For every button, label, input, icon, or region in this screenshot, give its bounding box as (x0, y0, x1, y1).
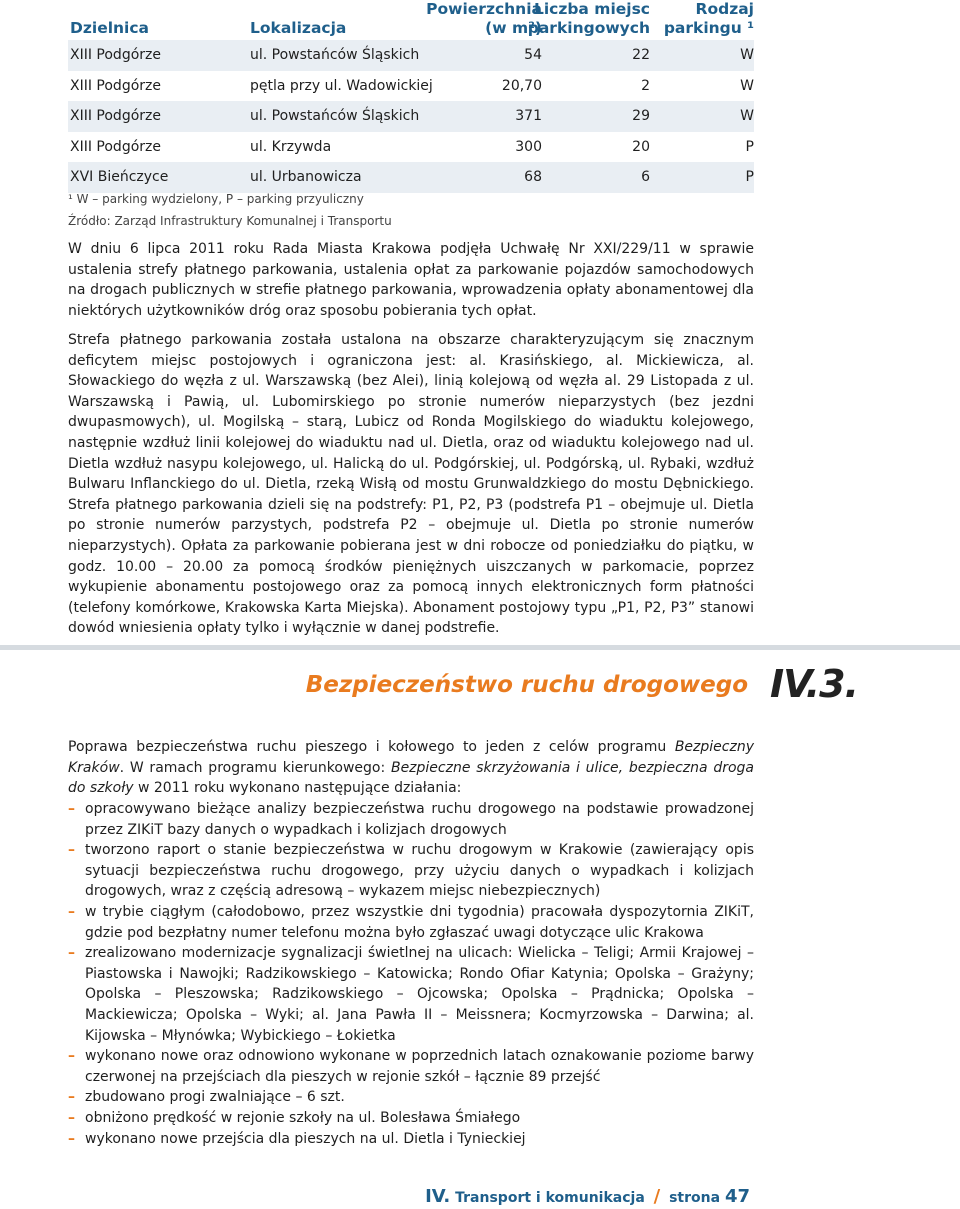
cell-location: ul. Krzywda (250, 138, 332, 155)
intro-text-before: Poprawa bezpieczeństwa ruchu pieszego i kołowego to jeden z celów programu (68, 739, 675, 755)
section-divider (0, 645, 960, 650)
footer-chapter-title: Transport i komunikacja (455, 1190, 645, 1206)
cell-type: P (745, 138, 754, 155)
paragraph-text: Strefa płatnego parkowania została ustalona na obszarze charakteryzującym się znacznym deficytem miejsc postojowych i ograniczona jest: al. Krasińskiego, al. Mickiewicza, al. Słowackiego do węzła z ul. Warszawską (bez Alei), linią kolejową od węzła al. 29 Listopada z ul. Warszawską i Pawią, ul. Lubomirskiego po stronie numerów nieparzystych (bez jezdni dwupasmowych), ul. Mogilską – starą, Lubicz od Ronda Mogilskiego do wiaduktu kolejowego, następnie wzdłuż linii kolejowej do wiaduktu nad ul. Dietla, oraz od wiaduktu kolejowego nad ul. Dietla wzdłuż nasypu kolejowego, ul. Halicką do ul. Podgórskiej, ul. Podgórską, ul. Rybaki, wzdłuż Bulwaru Inflanckiego do ul. Dietla, rzeką Wisłą od mostu Grunwaldzkiego do mostu Dębnickiego. Strefa płatnego parkowania dzieli się na podstrefy: P1, P2, P3 (podstrefa P1 – obejmuje ul. Dietla po stronie numerów parzystych, podstrefa P2 – obejmuje ul. Dietla po stronie numerów nieparzystych). Opłata za parkowanie pobierana jest w dni robocze od poniedziałku do piątku, w godz. 10.00 – 20.00 za pomocą środków pieniężnych uiszczanych w parkomacie, poprzez wykupienie abonamentu postojowego oraz za pomocą innych elektronicznych form płatności (telefony komórkowe, Krakowska Karta Miejska). Abonament postojowy typu „P1, P2, P3” stanowi dowód wniesienia opłaty tylko i wyłącznie w danej podstrefie. (68, 332, 754, 637)
intro-text-mid: . W ramach programu kierunkowego: (119, 759, 391, 776)
list-item-text: tworzono raport o stanie bezpieczeństwa w ruchu drogowym w Krakowie (zawierający opis sytuacji bezpieczeństwa ruchu drogowego, przy użyciu danych o wypadkach i kolizjach drogowych, wraz z częścią adresową – wykazem miejsc niebezpiecznych) (85, 842, 754, 900)
cell-district: XIII Podgórze (70, 77, 161, 94)
footer-page-label: strona (669, 1190, 721, 1206)
section-number: IV.3. (770, 662, 858, 706)
cell-location: ul. Powstańców Śląskich (250, 47, 420, 63)
list-item-text: w trybie ciągłym (całodobowo, przez wszystkie dni tygodnia) pracowała dyspozytornia ZIKiT, gdzie pod bezpłatny numer telefonu można było zgłaszać uwagi dotyczące ulic Krakowa (85, 903, 754, 941)
table-row (68, 132, 754, 163)
header-type-line2: parkingu ¹ (663, 19, 754, 37)
header-spaces-line2: parkingowych (527, 19, 650, 37)
list-item (68, 1046, 754, 1087)
header-location: Lokalizacja (250, 19, 347, 37)
header-area-line1: Powierzchnia (426, 0, 542, 18)
bullet-dash: – (68, 903, 75, 920)
bullet-dash: – (68, 945, 75, 962)
list-item (68, 840, 754, 902)
table-source: Źródło: Zarząd Infrastruktury Komunalnej i Transportu (68, 214, 392, 228)
cell-location: ul. Powstańców Śląskich (250, 108, 420, 124)
footer-page-number: 47 (724, 1186, 750, 1207)
cell-district: XIII Podgórze (70, 138, 161, 155)
cell-spaces: 6 (641, 169, 650, 185)
header-type-line1: Rodzaj (695, 0, 754, 18)
paragraph-parking-zone (68, 330, 754, 639)
footer-separator: / (653, 1186, 661, 1207)
table-row (68, 162, 754, 193)
cell-spaces: 2 (641, 77, 650, 94)
cell-district: XVI Bieńczyce (70, 169, 169, 185)
cell-location: pętla przy ul. Wadowickiej (250, 77, 433, 94)
bullet-dash: – (68, 1130, 75, 1147)
cell-type: W (740, 77, 754, 94)
header-district: Dzielnica (70, 19, 150, 37)
header-spaces-line1: Liczba miejsc (533, 0, 650, 18)
paragraph-safety-intro (68, 737, 754, 799)
bullet-dash: – (68, 801, 75, 817)
bullet-dash: – (68, 842, 75, 859)
cell-type: W (740, 108, 754, 124)
footer-chapter: IV. (425, 1186, 451, 1207)
program-name: Bezpieczny Kraków (68, 739, 754, 776)
table-header (68, 0, 754, 40)
list-item-text: zbudowano progi zwalniające – 6 szt. (85, 1089, 345, 1106)
cell-type: P (745, 169, 754, 185)
table-body (68, 40, 754, 193)
cell-location: ul. Urbanowicza (250, 169, 362, 185)
cell-spaces: 29 (632, 108, 650, 124)
cell-district: XIII Podgórze (70, 47, 161, 63)
table-row (68, 71, 754, 102)
program-subtitle: Bezpieczne skrzyżowania i ulice, bezpieczna droga do szkoły (68, 759, 754, 797)
list-item-text: obniżono prędkość w rejonie szkoły na ul. Bolesława Śmiałego (85, 1109, 521, 1126)
list-item (68, 902, 754, 943)
intro-text-after: w 2011 roku wykonano następujące działania: (133, 780, 462, 797)
table-footnote: ¹ W – parking wydzielony, P – parking przyuliczny (68, 192, 364, 206)
list-item-text: opracowywano bieżące analizy bezpieczeństwa ruchu drogowego na podstawie prowadzonej przez ZIKiT bazy danych o wypadkach i kolizjach drogowych (85, 801, 754, 838)
cell-district: XIII Podgórze (70, 108, 161, 124)
cell-spaces: 22 (632, 47, 650, 63)
section-title: Bezpieczeństwo ruchu drogowego (305, 672, 748, 698)
list-item (68, 799, 754, 840)
list-item (68, 1129, 754, 1150)
list-item-text: wykonano nowe oraz odnowiono wykonane w poprzednich latach oznakowanie poziome barwy czerwonej na przejściach dla pieszych w rejonie szkół – łącznie 89 przejść (85, 1048, 754, 1085)
header-area-line2: (w m²) (485, 19, 542, 37)
cell-area: 371 (515, 108, 542, 124)
list-item-text: zrealizowano modernizacje sygnalizacji świetlnej na ulicach: Wielicka – Teligi; Armii Krajowej – Piastowska i Nawojki; Radzikowskiego – Katowicka; Rondo Ofiar Katynia; Opolska – Grażyny; Opolska – Pleszowska; Radzikowskiego – Ojcowska; Opolska – Prądnicka; Opolska – Mackiewicza; Opolska – Wyki; al. Jana Pawła II – Meissnera; Kocmyrzowska – Darwina; al. Kijowska – Młynówka; Wybickiego – Łokietka (85, 945, 754, 1044)
cell-area: 20,70 (501, 77, 542, 94)
list-item (68, 1087, 754, 1108)
bullet-dash: – (68, 1089, 75, 1106)
cell-area: 68 (524, 169, 542, 185)
list-item-text: wykonano nowe przejścia dla pieszych na ul. Dietla i Tynieckiej (85, 1130, 526, 1147)
cell-area: 54 (524, 47, 542, 63)
table-row (68, 40, 754, 71)
paragraph-text (68, 737, 754, 799)
cell-type: W (740, 47, 754, 63)
table-row (68, 101, 754, 132)
page-footer (425, 1186, 750, 1207)
bullet-dash: – (68, 1109, 75, 1126)
list-item (68, 943, 754, 1046)
bullet-dash: – (68, 1048, 75, 1065)
actions-list (68, 799, 754, 1149)
cell-area: 300 (515, 138, 542, 155)
paragraph-resolution (68, 239, 754, 321)
cell-spaces: 20 (632, 138, 650, 155)
paragraph-text: W dniu 6 lipca 2011 roku Rada Miasta Krakowa podjęła Uchwałę Nr XXI/229/11 w sprawie ustalenia strefy płatnego parkowania, ustalenia opłat za parkowanie pojazdów samochodowych na drogach publicznych w strefie płatnego parkowania, wprowadzenia opłaty abonamentowej dla niektórych użytkowników dróg oraz sposobu pobierania tych opłat. (68, 241, 754, 319)
parking-table (68, 0, 754, 185)
list-item (68, 1108, 754, 1129)
